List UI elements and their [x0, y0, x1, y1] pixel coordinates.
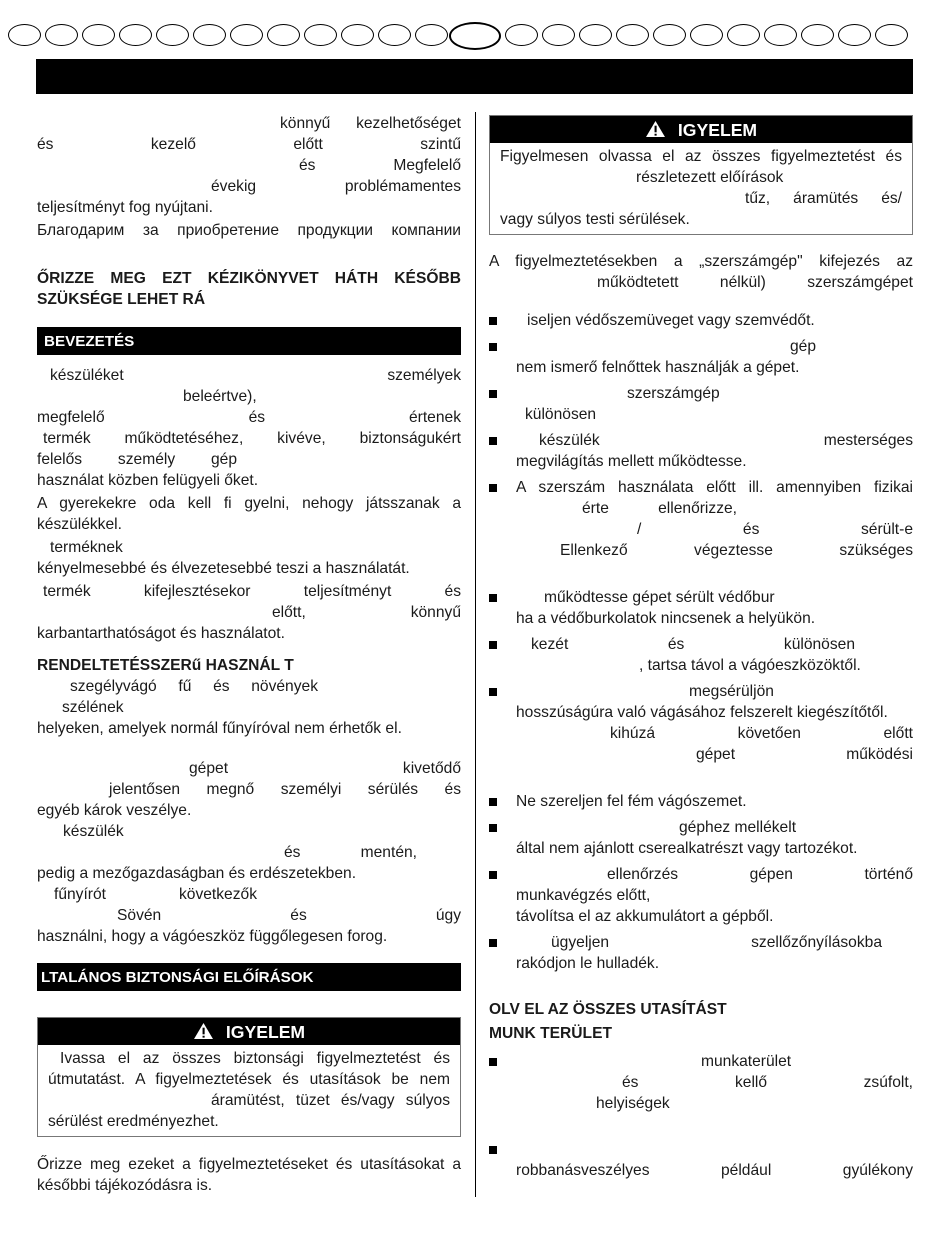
usage-title: RENDELTETÉSSZERű HASZNÁL T: [37, 657, 294, 674]
read-all-title: OLV EL AZ ÖSSZES UTASÍTÁST: [489, 1001, 727, 1018]
thanks-line: Благодарим за приобретение продукции компании: [37, 222, 461, 239]
bullet-line: ellenőrzés gépen történő: [607, 866, 913, 883]
bullet-line: különösen: [525, 406, 597, 423]
intro-line: és Megfelelő: [299, 157, 461, 174]
bullet-line: / és sérült-e: [637, 521, 913, 538]
bullet-line: megsérüljön: [689, 683, 774, 700]
bullet-line: Ellenkező végeztesse szükséges: [560, 542, 913, 559]
language-oval: [304, 24, 337, 46]
paragraph-line: szegélyvágó fű és növények: [70, 678, 318, 695]
bullet-line: géphez mellékelt: [679, 819, 797, 836]
keep-manual-title: SZÜKSÉGE LEHET RÁ: [37, 291, 206, 308]
warning-header: [490, 116, 912, 143]
paragraph-line: kényelmesebbé és élvezetesebbé teszi a használatát.: [37, 560, 410, 577]
language-oval: [267, 24, 300, 46]
language-oval: [542, 24, 575, 46]
warning-body: [38, 1045, 460, 1136]
bullet-line: , tartsa távol a vágóeszközöktől.: [639, 657, 861, 674]
bullet-line: készülék mesterséges: [539, 432, 913, 449]
bullet-item: [489, 864, 913, 927]
language-oval: [119, 24, 152, 46]
paragraph-line: és mentén,: [284, 844, 417, 861]
bullet-line: távolítsa el az akkumulátort a gépből.: [516, 908, 774, 925]
intro-line: évekig problémamentes: [211, 178, 461, 195]
warning-line: Figyelmesen olvassa el az összes figyelmeztetést és: [500, 148, 902, 165]
warning-line: sérülést eredményezhet.: [48, 1113, 219, 1130]
language-oval: [875, 24, 908, 46]
language-oval: [727, 24, 760, 46]
bullet-line: iseljen védőszemüveget vagy szemvédőt.: [527, 312, 815, 329]
bullet-line: kezét és különösen: [531, 636, 855, 653]
paragraph-line: egyéb károk veszélye.: [37, 802, 192, 819]
keep-manual-title: ŐRIZZE MEG EZT KÉZIKÖNYVET HÁTH KÉSŐBB: [37, 270, 461, 287]
bullet-line: által nem ajánlott cserealkatrészt vagy tartozékot.: [516, 840, 858, 857]
section-header-intro: BEVEZETÉS: [37, 327, 461, 355]
language-oval: [193, 24, 226, 46]
bullet-item: [489, 634, 913, 676]
paragraph-line: A figyelmeztetésekben a „szerszámgép" kifejezés az: [489, 253, 913, 270]
warning-box: [37, 1017, 461, 1137]
bullet-line: működtesse gépet sérült védőbur: [544, 589, 775, 606]
bullet-line: ügyeljen szellőzőnyílásokba: [551, 934, 882, 951]
language-oval: [690, 24, 723, 46]
language-oval-active: [449, 22, 501, 50]
bullet-line: rakódjon le hulladék.: [516, 955, 660, 972]
bullet-line: Ne szereljen fel fém vágószemet.: [516, 793, 747, 810]
bullet-item: [489, 477, 913, 561]
bullet-line: helyiségek: [596, 1095, 670, 1112]
language-oval: [505, 24, 538, 46]
language-oval: [156, 24, 189, 46]
language-tabs: [8, 22, 914, 50]
bullet-line: gép: [790, 338, 817, 355]
language-oval: [45, 24, 78, 46]
language-oval: [82, 24, 115, 46]
bullet-line: munkavégzés előtt,: [516, 887, 651, 904]
bullet-item: [489, 383, 913, 425]
bullet-item: [489, 336, 913, 378]
paragraph-line: készüléket személyek: [50, 367, 461, 384]
warning-line: Ivassa el az összes biztonsági figyelmeztetést és: [60, 1050, 450, 1067]
work-area-title: MUNK TERÜLET: [489, 1025, 613, 1042]
language-oval: [579, 24, 612, 46]
warning-line: tűz, áramütés és/: [745, 190, 902, 207]
warning-line: vagy súlyos testi sérülések.: [500, 211, 690, 228]
warning-body: [490, 143, 912, 234]
warning-triangle-icon: [193, 1022, 214, 1040]
language-oval: [230, 24, 263, 46]
bullet-item: [489, 587, 913, 629]
left-column: [37, 113, 461, 1196]
paragraph-line: jelentősen megnő személyi sérülés és: [109, 781, 461, 798]
bullet-line: munkaterület: [701, 1053, 792, 1070]
section-header-general-safety: LTALÁNOS BIZTONSÁGI ELŐÍRÁSOK: [37, 963, 461, 991]
paragraph-line: termék kifejlesztésekor teljesítményt és: [43, 583, 461, 600]
paragraph-line: helyeken, amelyek normál fűnyíróval nem érhetők el.: [37, 720, 402, 737]
paragraph-line: termék működtetéséhez, kivéve, biztonságukért: [43, 430, 461, 447]
language-oval: [616, 24, 649, 46]
paragraph-line: előtt, könnyű: [272, 604, 461, 621]
warning-box: [489, 115, 913, 235]
bullet-item: [489, 430, 913, 472]
right-column: [489, 113, 913, 1181]
column-divider: [475, 112, 476, 1197]
bullet-item: [489, 1051, 913, 1114]
paragraph-line: karbantarthatóságot és használatot.: [37, 625, 285, 642]
warning-title: IGYELEM: [225, 1022, 306, 1042]
language-oval: [415, 24, 448, 46]
intro-line: könnyű kezelhetőséget: [280, 115, 461, 132]
header-bar: [36, 59, 913, 94]
bullet-line: érte ellenőrizze,: [582, 500, 737, 517]
paragraph-line: terméknek: [50, 539, 123, 556]
paragraph-line: használni, hogy a vágóeszköz függőlegesen forog.: [37, 928, 388, 945]
paragraph-line: használat közben felügyeli őket.: [37, 472, 259, 489]
bullet-line: megvilágítás mellett működtesse.: [516, 453, 747, 470]
paragraph-line: későbbi tájékozódásra is.: [37, 1177, 213, 1194]
bullet-line: hosszúságúra való vágásához felszerelt kiegészítőtől.: [516, 704, 888, 721]
paragraph-line: A gyerekekre oda kell fi gyelni, nehogy játsszanak a: [37, 495, 461, 512]
paragraph-line: készülék: [63, 823, 124, 840]
paragraph-line: készülékkel.: [37, 516, 122, 533]
language-oval: [838, 24, 871, 46]
paragraph-line: gépet kivetődő: [189, 760, 461, 777]
warning-line: részletezett előírások: [636, 169, 784, 186]
language-oval: [8, 24, 41, 46]
warning-line: útmutatást. A figyelmeztetések és utasítások be nem: [48, 1071, 450, 1088]
intro-line: teljesítményt fog nyújtani.: [37, 199, 213, 216]
bullet-line: kihúzá követően előtt: [610, 725, 913, 742]
paragraph-line: szélének: [62, 699, 124, 716]
paragraph-line: pedig a mezőgazdaságban és erdészetekben.: [37, 865, 357, 882]
bullet-line: gépet működési: [696, 746, 913, 763]
bullet-item: [489, 791, 913, 812]
language-oval: [653, 24, 686, 46]
warning-header: [38, 1018, 460, 1045]
bullet-line: ha a védőburkolatok nincsenek a helyükön.: [516, 610, 816, 627]
warning-line: áramütést, tüzet és/vagy súlyos: [211, 1092, 450, 1109]
paragraph-line: Őrizze meg ezeket a figyelmeztetéseket és utasításokat a: [37, 1156, 461, 1173]
bullet-line: és kellő zsúfolt,: [622, 1074, 913, 1091]
language-oval: [378, 24, 411, 46]
bullet-item: [489, 681, 913, 765]
bullet-item: [489, 932, 913, 974]
bullet-line: A szerszám használata előtt ill. amennyiben fizikai: [516, 479, 913, 496]
bullet-item: [489, 1139, 913, 1181]
bullet-line: szerszámgép: [627, 385, 720, 402]
paragraph-line: fűnyírót következők: [54, 886, 257, 903]
paragraph-line: beleértve),: [183, 388, 257, 405]
bullet-line: robbanásveszélyes például gyúlékony: [516, 1162, 913, 1179]
bullet-item: [489, 817, 913, 859]
paragraph-line: működtetett nélkül) szerszámgépet: [597, 274, 913, 291]
bullet-line: nem ismerő felnőttek használják a gépet.: [516, 359, 800, 376]
language-oval: [764, 24, 797, 46]
intro-line: és kezelő előtt szintű: [37, 136, 461, 153]
paragraph-line: megfelelő és értenek: [37, 409, 461, 426]
language-oval: [341, 24, 374, 46]
warning-triangle-icon: [645, 120, 666, 138]
paragraph-line: felelős személy gép: [37, 451, 237, 468]
language-oval: [801, 24, 834, 46]
bullet-item: [489, 310, 913, 331]
paragraph-line: Sövén és úgy: [117, 907, 461, 924]
warning-title: IGYELEM: [677, 120, 758, 140]
